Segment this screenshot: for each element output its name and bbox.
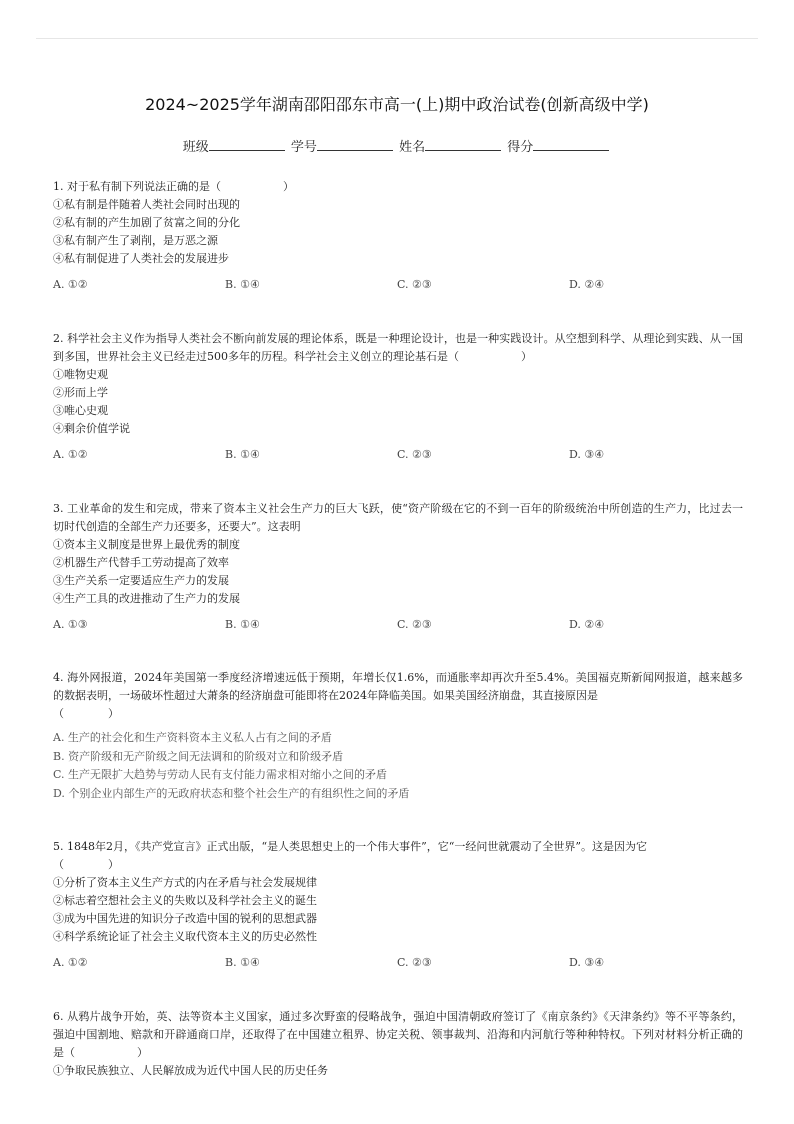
choice-d[interactable]: D. 个别企业内部生产的无政府状态和整个社会生产的有组织性之间的矛盾 [53, 786, 410, 800]
answer-choices [53, 954, 743, 972]
student-id-blank[interactable] [317, 138, 393, 151]
statement: ④科学系统论证了社会主义取代资本主义的历史必然性 [53, 930, 317, 943]
choice-a[interactable]: A. ①② [53, 956, 88, 969]
question-stem: 4. 海外网报道，2024年美国第一季度经济增速远低于预期，年增长仅1.6%，而通胀率却再次升至5.4%。美国福克斯新闻网报道，越来越多的数据表明，一场破坏性超过大萧条的经济崩盘可能即将在2024年降临美国。如果美国经济崩盘，其直接原因是 [53, 671, 743, 702]
name-label: 姓名 [399, 140, 426, 155]
answer-choices [53, 616, 743, 634]
name-blank[interactable] [425, 138, 501, 151]
question-stem: 3. 工业革命的发生和完成，带来了资本主义社会生产力的巨大飞跃，使“资产阶级在它的不到一百年的阶级统治中所创造的生产力，比过去一切时代创造的全部生产力还要多，还要大”。这表明 [53, 502, 743, 533]
statement: ①分析了资本主义生产方式的内在矛盾与社会发展规律 [53, 876, 317, 889]
question-stem: 2. 科学社会主义作为指导人类社会不断向前发展的理论体系，既是一种理论设计，也是一种实践设计。从空想到科学、从理论到实践、从一国到多国，世界社会主义已经走过500多年的历程。科学社会主义创立的理论基石是（ ） [53, 332, 743, 363]
choice-d[interactable]: D. ②④ [569, 278, 605, 291]
question-stem: 5. 1848年2月，《共产党宣言》正式出版，“是人类思想史上的一个伟大事件”，它“一经问世就震动了全世界”。这是因为它 [53, 840, 647, 853]
answer-choices [53, 276, 743, 294]
choice-a[interactable]: A. ①② [53, 278, 88, 291]
statement: ①私有制是伴随着人类社会同时出现的 [53, 198, 240, 211]
header-rule [36, 38, 758, 39]
statement: ①争取民族独立、人民解放成为近代中国人民的历史任务 [53, 1064, 328, 1077]
answer-choices [53, 446, 743, 464]
choice-c[interactable]: C. ②③ [397, 278, 432, 291]
statement: ④剩余价值学说 [53, 422, 130, 435]
score-label: 得分 [507, 140, 534, 155]
question-paren: （ ） [53, 858, 119, 871]
choice-b[interactable]: B. ①④ [225, 956, 260, 969]
statement: ③唯心史观 [53, 404, 108, 417]
choice-b[interactable]: B. ①④ [225, 618, 260, 631]
question-3 [53, 500, 743, 634]
statement: ②标志着空想社会主义的失败以及科学社会主义的诞生 [53, 894, 317, 907]
statement: ②形而上学 [53, 386, 108, 399]
question-5 [53, 838, 743, 972]
question-1 [53, 178, 743, 294]
statement: ②私有制的产生加剧了贫富之间的分化 [53, 216, 240, 229]
statement: ①资本主义制度是世界上最优秀的制度 [53, 538, 240, 551]
statement: ④生产工具的改进推动了生产力的发展 [53, 592, 240, 605]
answer-choices [53, 729, 743, 803]
choice-a[interactable]: A. ①③ [53, 618, 88, 631]
question-stem: 6. 从鸦片战争开始，英、法等资本主义国家，通过多次野蛮的侵略战争，强迫中国清朝政府签订了《南京条约》《天津条约》等不平等条约，强迫中国割地、赔款和开辟通商口岸，还取得了在中国建立租界、协定关税、领事裁判、沿海和内河航行等种种特权。下列对材料分析正确的是（ ） [53, 1010, 743, 1059]
class-label: 班级 [182, 140, 209, 155]
question-2 [53, 330, 743, 464]
statement: ③生产关系一定要适应生产力的发展 [53, 574, 229, 587]
choice-d[interactable]: D. ②④ [569, 618, 605, 631]
choice-b[interactable]: B. ①④ [225, 448, 260, 461]
choice-c[interactable]: C. ②③ [397, 448, 432, 461]
choice-d[interactable]: D. ③④ [569, 956, 605, 969]
statement: ①唯物史观 [53, 368, 108, 381]
choice-b[interactable]: B. ①④ [225, 278, 260, 291]
score-blank[interactable] [533, 138, 609, 151]
question-6 [53, 1008, 743, 1080]
statement: ③私有制产生了剥削，是万恶之源 [53, 234, 218, 247]
student-id-label: 学号 [290, 140, 317, 155]
choice-c[interactable]: C. ②③ [397, 618, 432, 631]
choice-a[interactable]: A. 生产的社会化和生产资料资本主义私人占有之间的矛盾 [53, 731, 332, 744]
student-info-line [0, 136, 794, 155]
page-title: 2024~2025学年湖南邵阳邵东市高一(上)期中政治试卷(创新高级中学) [145, 95, 649, 114]
choice-c[interactable]: C. ②③ [397, 956, 432, 969]
choice-d[interactable]: D. ③④ [569, 448, 605, 461]
question-paren: （ ） [53, 707, 119, 720]
question-4 [53, 669, 743, 803]
class-blank[interactable] [209, 138, 285, 151]
choice-b[interactable]: B. 资产阶级和无产阶级之间无法调和的阶级对立和阶级矛盾 [53, 749, 344, 763]
statement: ③成为中国先进的知识分子改造中国的锐利的思想武器 [53, 912, 317, 925]
statement: ④私有制促进了人类社会的发展进步 [53, 252, 229, 265]
statement: ②机器生产代替手工劳动提高了效率 [53, 556, 229, 569]
choice-a[interactable]: A. ①② [53, 448, 88, 461]
question-stem: 1. 对于私有制下列说法正确的是（ ） [53, 180, 294, 193]
choice-c[interactable]: C. 生产无限扩大趋势与劳动人民有支付能力需求相对缩小之间的矛盾 [53, 768, 388, 781]
